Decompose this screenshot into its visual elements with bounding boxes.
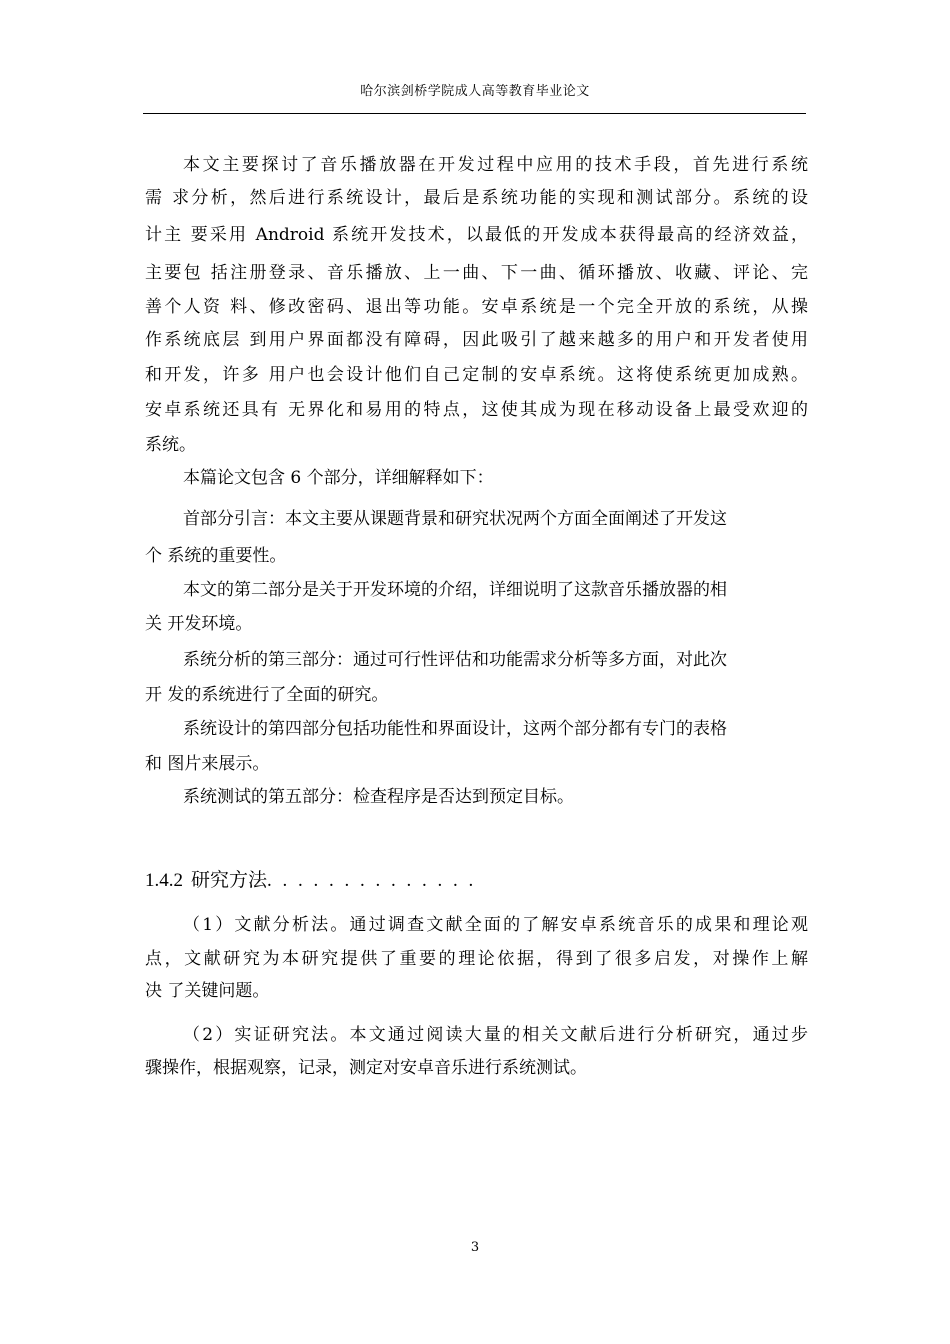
paragraph-line: 作系统底层 到用户界面都没有障碍，因此吸引了越来越多的用户和开发者使用 <box>145 330 808 350</box>
paragraph-line: 点，文献研究为本研究提供了重要的理论依据，得到了很多启发，对操作上解 <box>145 949 808 969</box>
paragraph-line: 主要包 括注册登录、音乐播放、上一曲、下一曲、循环播放、收藏、评论、完 <box>145 263 808 283</box>
paragraph-line: 本文主要探讨了音乐播放器在开发过程中应用的技术手段，首先进行系统 <box>183 155 808 175</box>
page-number: 3 <box>470 1240 480 1255</box>
paragraph-line: 开 发的系统进行了全面的研究。 <box>145 685 389 705</box>
paragraph-line: 本篇论文包含 6 个部分，详细解释如下： <box>183 468 494 488</box>
section-leader-dots: . . . . . . . . . . . . . . <box>267 870 477 891</box>
paragraph-line: 计主 要采用 Android 系统开发技术，以最低的开发成本获得最高的经济效益， <box>145 225 808 245</box>
header-divider <box>143 113 806 114</box>
paragraph-line: 和 图片来展示。 <box>145 754 270 774</box>
paragraph-line: 需 求分析，然后进行系统设计，最后是系统功能的实现和测试部分。系统的设 <box>145 188 808 208</box>
paragraph-line: 关 开发环境。 <box>145 614 253 634</box>
paragraph-line: 安卓系统还具有 无界化和易用的特点，这使其成为现在移动设备上最受欢迎的 <box>145 400 808 420</box>
paragraph-line: 决 了关键问题。 <box>145 981 270 1001</box>
paragraph-line: 系统测试的第五部分：检查程序是否达到预定目标。 <box>183 787 574 807</box>
paragraph-line: 系统分析的第三部分：通过可行性评估和功能需求分析等多方面，对此次 <box>183 650 727 670</box>
paragraph-line: 本文的第二部分是关于开发环境的介绍，详细说明了这款音乐播放器的相 <box>183 580 727 600</box>
section-title: 研究方法 <box>191 869 268 891</box>
paragraph-line: 和开发，许多 用户也会设计他们自己定制的安卓系统。这将使系统更加成熟。 <box>145 365 808 385</box>
section-number: 1.4.2 <box>145 870 183 891</box>
paragraph-line: 系统设计的第四部分包括功能性和界面设计，这两个部分都有专门的表格 <box>183 719 727 739</box>
paragraph-line: 骤操作，根据观察，记录，测定对安卓音乐进行系统测试。 <box>145 1058 587 1078</box>
section-heading <box>145 865 476 892</box>
paragraph-line: 善个人资 料、修改密码、退出等功能。安卓系统是一个完全开放的系统，从操 <box>145 297 808 317</box>
paragraph-line: 系统。 <box>145 435 196 455</box>
paragraph-line: 个 系统的重要性。 <box>145 546 287 566</box>
paragraph-line: （1）文献分析法。通过调查文献全面的了解安卓系统音乐的成果和理论观 <box>183 915 808 935</box>
paragraph-line: 首部分引言：本文主要从课题背景和研究状况两个方面全面阐述了开发这 <box>183 509 727 529</box>
page-header-title: 哈尔滨剑桥学院成人高等教育毕业论文 <box>360 84 590 99</box>
paragraph-line: （2）实证研究法。本文通过阅读大量的相关文献后进行分析研究，通过步 <box>183 1025 808 1045</box>
